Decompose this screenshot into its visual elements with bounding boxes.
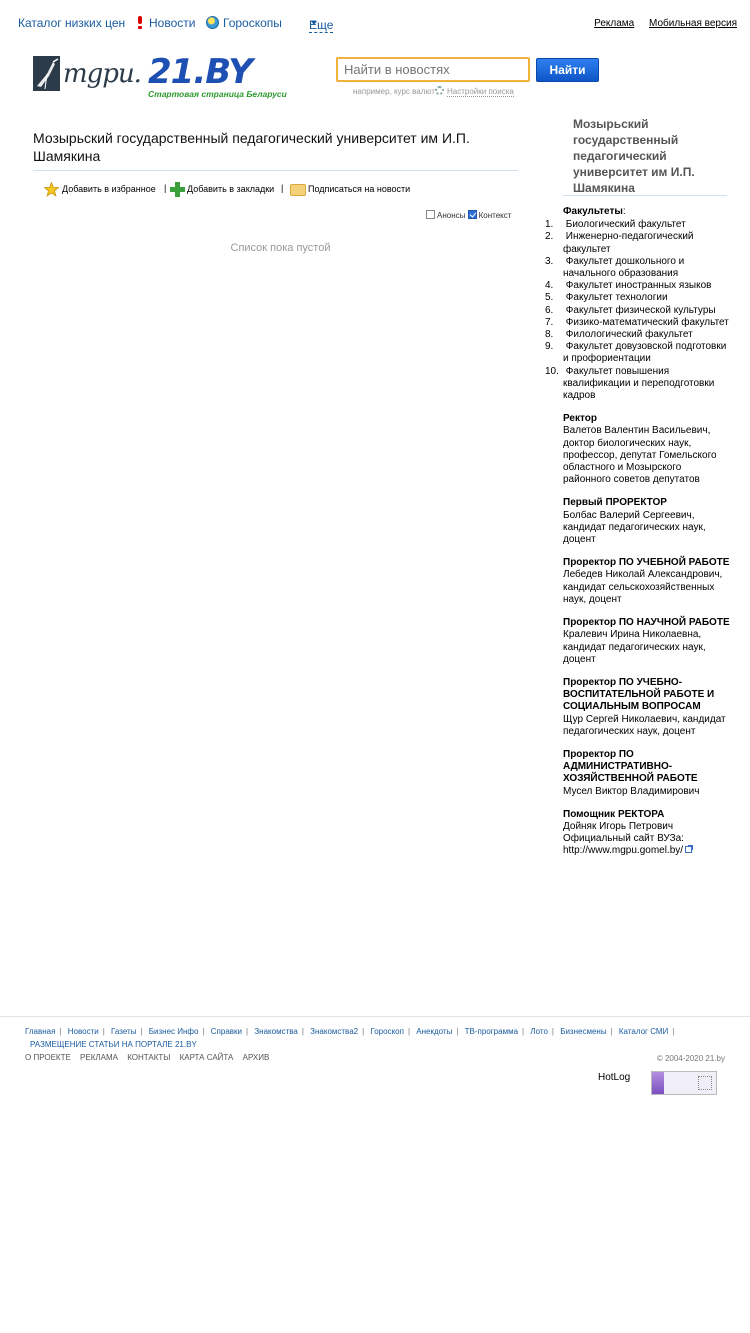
- block-text: Валетов Валентин Васильевич, доктор биологических наук, профессор, депутат Гомельского областного и Мозырского районного советов депутатов: [563, 425, 717, 486]
- list-item: [545, 280, 730, 292]
- counter-icon: [698, 1076, 712, 1090]
- footer-link-media-catalog[interactable]: Каталог СМИ: [618, 1027, 669, 1036]
- page-title: Мозырьский государственный педагогический университет им И.П. Шамякина: [33, 130, 470, 164]
- prorector-admin-block: [563, 749, 730, 798]
- faculty-name: Инженерно-педагогический факультет: [563, 231, 694, 255]
- faculty-name: Факультет довузовской подготовки и профориентации: [563, 341, 727, 365]
- gear-icon: [435, 86, 444, 95]
- separator: |: [164, 183, 167, 193]
- assistant-name: Дойняк Игорь Петрович: [563, 820, 674, 832]
- list-number: 8.: [545, 329, 554, 341]
- mgpu-logo[interactable]: [33, 56, 140, 92]
- faculty-name: Факультет технологии: [565, 292, 668, 304]
- site-logo-text: 21.BY: [148, 52, 252, 92]
- mobile-version-link[interactable]: Мобильная версия: [649, 18, 737, 29]
- plus-icon[interactable]: [170, 182, 185, 197]
- assistant-block: [563, 809, 730, 858]
- footer-link-dating[interactable]: Знакомства: [254, 1027, 298, 1036]
- block-heading: Ректор: [563, 413, 597, 425]
- footer-link-news[interactable]: Новости: [67, 1027, 99, 1036]
- faculties-heading: Факультеты:: [563, 206, 626, 217]
- list-number: 7.: [545, 316, 554, 328]
- footer-link-jokes[interactable]: Анекдоты: [416, 1027, 453, 1036]
- add-bookmarks-link[interactable]: Добавить в закладки: [187, 184, 275, 194]
- footer-link-sitemap[interactable]: КАРТА САЙТА: [179, 1053, 234, 1062]
- search-hint: например, курс валют: [353, 87, 435, 96]
- envelope-icon[interactable]: [290, 184, 306, 196]
- prorector-study-block: [563, 557, 730, 606]
- faculty-name: Физико-математический факультет: [565, 316, 729, 328]
- sidebar-info: [545, 206, 730, 858]
- footer-link-businessmen[interactable]: Бизнесмены: [560, 1027, 607, 1036]
- footer-link-about[interactable]: О ПРОЕКТЕ: [25, 1053, 71, 1062]
- list-number: 10.: [545, 365, 559, 377]
- nav-catalog-link[interactable]: Каталог низких цен: [18, 16, 126, 30]
- block-text: Щур Сергей Николаевич, кандидат педагогических наук, доцент: [563, 713, 726, 737]
- footer-link-tv[interactable]: ТВ-программа: [464, 1027, 519, 1036]
- search-settings-link[interactable]: [435, 86, 514, 96]
- rector-block: [563, 413, 730, 486]
- zodiac-icon: [206, 16, 219, 29]
- faculty-name: Факультет дошкольного и начального образования: [563, 255, 685, 280]
- subscribe-news-link[interactable]: Подписаться на новости: [308, 184, 411, 194]
- faculties-label: Факультеты: [563, 206, 623, 217]
- separator: |: [281, 183, 284, 193]
- first-prorector-block: [563, 497, 730, 546]
- sidebar-title: Мозырьский государственный педагогический университет им И.П. Шамякина: [573, 117, 695, 195]
- footer-link-ads[interactable]: РЕКЛАМА: [80, 1053, 118, 1062]
- footer-nav: Главная | Новости | Газеты | Бизнес Инфо | Справки | Знакомства | Знакомства2 | Гороскоп | Анекдоты | ТВ-программа | Лото | Бизнесмены | Каталог СМИ | РАЗМЕЩЕНИЕ СТАТЬИ НА ПОРТАЛЕ 21.BY: [25, 1025, 725, 1051]
- top-links: [582, 18, 737, 29]
- block-text: Мусел Виктор Владимирович: [563, 785, 700, 797]
- counter-badge[interactable]: [651, 1071, 717, 1095]
- faculty-name: Биологический факультет: [565, 219, 686, 231]
- list-number: 1.: [545, 219, 554, 231]
- list-item: [545, 292, 730, 304]
- search-settings-label: Настройки поиска: [447, 87, 514, 96]
- list-item: [545, 219, 730, 231]
- list-item: [545, 305, 730, 317]
- announcements-label: Анонсы: [437, 211, 466, 220]
- list-number: 3.: [545, 255, 554, 267]
- list-item: [545, 341, 730, 365]
- block-text: Болбас Валерий Сергеевич, кандидат педагогических наук, доцент: [563, 509, 706, 546]
- list-number: 5.: [545, 292, 554, 304]
- nav-news-link[interactable]: Новости: [149, 16, 196, 30]
- block-text: Лебедев Николай Александрович, кандидат сельскохозяйственных наук, доцент: [563, 569, 723, 605]
- footer-link-dating2[interactable]: Знакомства2: [310, 1027, 359, 1036]
- counter-bar: [652, 1072, 664, 1094]
- footer-link-home[interactable]: Главная: [25, 1027, 56, 1036]
- prorector-education-block: [563, 677, 730, 738]
- announcements-checkbox[interactable]: [426, 210, 435, 219]
- list-item: [545, 329, 730, 341]
- footer-link-reference[interactable]: Справки: [210, 1027, 243, 1036]
- faculty-name: Факультет иностранных языков: [565, 280, 712, 292]
- search-input[interactable]: [336, 57, 530, 82]
- faculty-name: Факультет повышения квалификации и переподготовки кадров: [563, 365, 715, 402]
- divider: [33, 170, 518, 171]
- nav-more-dropdown[interactable]: [309, 16, 334, 32]
- faculty-name: Факультет физической культуры: [565, 304, 716, 316]
- copyright: © 2004-2020 21.by: [656, 1054, 725, 1063]
- faculty-name: Филологический факультет: [565, 329, 693, 341]
- add-favorites-link[interactable]: Добавить в избранное: [62, 184, 156, 194]
- search-button[interactable]: Найти: [536, 58, 599, 82]
- exclamation-icon: [136, 15, 143, 29]
- official-site-link[interactable]: [563, 845, 730, 857]
- block-heading: Проректор ПО НАУЧНОЙ РАБОТЕ: [563, 617, 730, 629]
- list-number: 9.: [545, 341, 554, 353]
- list-item: [545, 231, 730, 255]
- footer-link-horoscope[interactable]: Гороскоп: [370, 1027, 404, 1036]
- list-item: [545, 366, 730, 403]
- crane-icon: [33, 56, 60, 91]
- block-heading: Первый ПРОРЕКТОР: [563, 497, 667, 509]
- official-site-url: http://www.mgpu.gomel.by/: [563, 845, 684, 857]
- site-logo[interactable]: [148, 54, 310, 102]
- list-number: 6.: [545, 304, 554, 316]
- list-number: 4.: [545, 280, 554, 292]
- footer-sub-nav: [25, 1053, 276, 1062]
- mgpu-logo-text: mgpu.: [63, 59, 141, 89]
- block-text: Кралевич Ирина Николаевна, кандидат педагогических наук, доцент: [563, 629, 706, 665]
- faculty-list: [545, 219, 730, 402]
- context-checkbox[interactable]: [468, 210, 477, 219]
- nav-more-label: Еще: [309, 18, 334, 32]
- footer-link-lotto[interactable]: Лото: [530, 1027, 548, 1036]
- footer-link-archive[interactable]: АРХИВ: [242, 1053, 270, 1062]
- divider: [563, 195, 727, 196]
- site-slogan: Стартовая страница Беларуси: [148, 89, 287, 99]
- action-bar: [44, 182, 524, 198]
- footer-link-contacts[interactable]: КОНТАКТЫ: [127, 1053, 171, 1062]
- footer-divider: [0, 1016, 750, 1017]
- empty-list-message: Список пока пустой: [230, 242, 331, 254]
- context-label: Контекст: [478, 211, 512, 220]
- nav-horoscopes-link[interactable]: Гороскопы: [223, 16, 282, 30]
- block-heading: Проректор ПО УЧЕБНО-ВОСПИТАТЕЛЬНОЙ РАБОТЕ И СОЦИАЛЬНЫМ ВОПРОСАМ: [563, 676, 715, 713]
- external-link-icon: [685, 846, 692, 853]
- list-item: [545, 256, 730, 280]
- footer-link-papers[interactable]: Газеты: [111, 1027, 137, 1036]
- star-icon[interactable]: [44, 182, 59, 197]
- block-heading: Помощник РЕКТОРА: [563, 808, 665, 820]
- block-heading: Проректор ПО АДМИНИСТРАТИВНО-ХОЗЯЙСТВЕННОЙ РАБОТЕ: [563, 748, 698, 785]
- footer-link-business[interactable]: Бизнес Инфо: [148, 1027, 199, 1036]
- list-number: 2.: [545, 231, 554, 243]
- site-label: Официальный сайт ВУЗа:: [563, 833, 684, 845]
- block-heading: Проректор ПО УЧЕБНОЙ РАБОТЕ: [563, 557, 730, 569]
- list-item: [545, 317, 730, 329]
- footer-link-place-article[interactable]: РАЗМЕЩЕНИЕ СТАТЬИ НА ПОРТАЛЕ 21.BY: [30, 1040, 197, 1049]
- filters: [426, 210, 511, 220]
- prorector-science-block: [563, 617, 730, 666]
- hotlog-counter[interactable]: HotLog: [598, 1072, 631, 1083]
- ads-link[interactable]: Реклама: [594, 18, 635, 29]
